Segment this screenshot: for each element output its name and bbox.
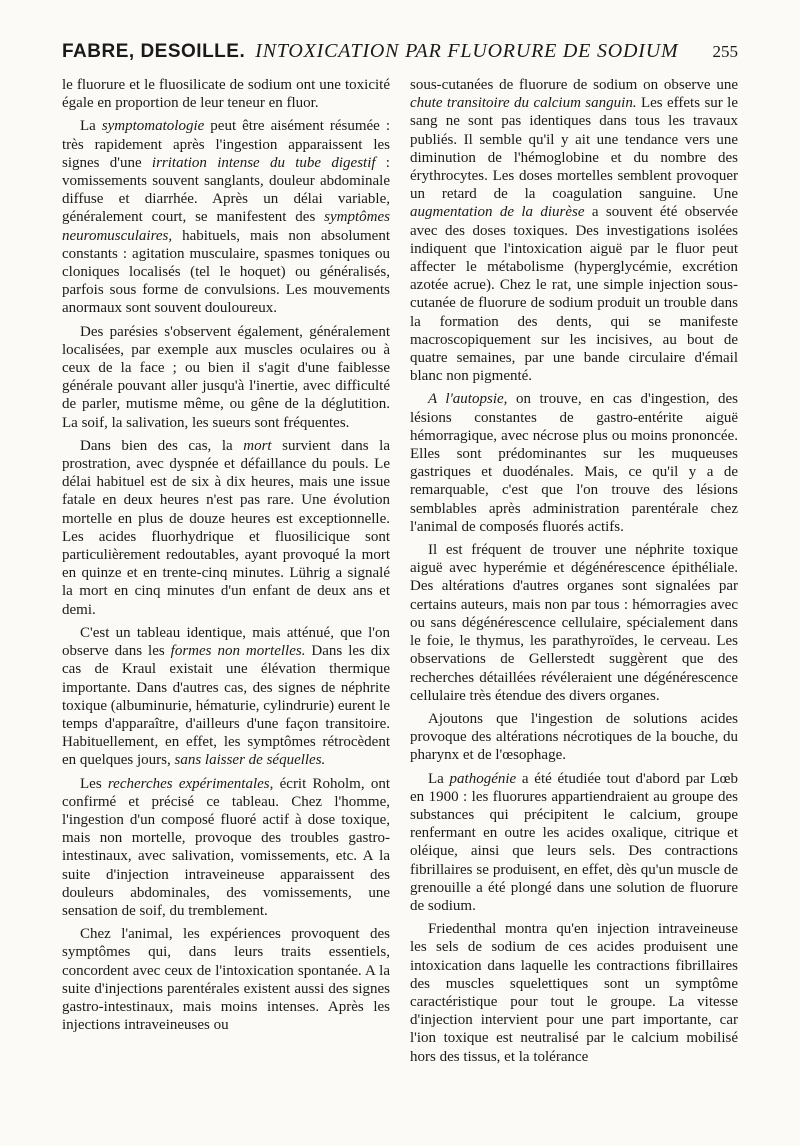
text-run: écrit Roholm, ont confirmé et précisé ce tableau. Chez l'homme, l'ingestion d'un composé fluoré actif à dose toxique, mais non mortelle, provoque des troubles gastro-intestinaux, avec salivation, vomissements, etc. A la suite d'injection intraveineuse apparaissent des douleurs abdominales, des vomissements, une sensation de soif, du tremblement. — [62, 775, 390, 919]
italic-text: recherches expérimentales, — [107, 775, 274, 792]
text-run: La — [428, 770, 450, 787]
text-run: Les — [80, 775, 108, 792]
paragraph — [410, 920, 738, 1066]
text-run: a souvent été observée avec des doses toxiques. Des investigations isolées indiquent que l'intoxication aiguë par le fluor peut affecter le métabolisme (hyperglycémie, excrétion azotée acrue). Chez le rat, une simple injection sous-cutanée de fluorure de sodium produit un trouble dans la formation des dents, qui se manifeste macroscopiquement sur les incisives, au bout de quatre semaines, par une bande circulaire d'émail blanc non pigmenté. — [410, 204, 738, 385]
text-run: on trouve, en cas d'ingestion, des lésions constantes de gastro-entérite aiguë hémorragique, avec nécrose plus ou moins prononcée. Elles sont prédominantes sur les muqueuses gastriques et duodénales. Mais, ce qu'il y a de remarquable, c'est que l'on trouve des lésions semblables après administration parentérale chez l'animal de composés fluorés actifs. — [410, 391, 739, 535]
paragraph — [410, 390, 738, 536]
italic-text: sans laisser de séquelles. — [174, 752, 326, 769]
paragraph — [62, 925, 390, 1034]
text-run: le fluorure et le fluosilicate de sodium ont une toxicité égale en proportion de leur teneur en fluor. — [62, 77, 390, 112]
text-run: sous-cutanées de fluorure de sodium on observe une — [410, 77, 738, 93]
header-authors: FABRE, DESOILLE. — [62, 41, 246, 62]
italic-text: symptomatologie — [101, 118, 205, 135]
italic-text: pathogénie — [449, 770, 517, 787]
paragraph — [62, 76, 390, 112]
italic-text: augmentation de la diurèse — [410, 204, 585, 221]
italic-text: chute transitoire du calcium sanguin. — [410, 95, 637, 112]
italic-text: A l'autopsie, — [428, 391, 508, 408]
text-run: Chez l'animal, les expériences provoquent des symptômes qui, dans leurs traits essentiels, concordent avec ceux de l'intoxication spontanée. A la suite d'injections parentérales existent aussi des signes gastro-intestinaux, mais moins intenses. Après les injections intraveineuses ou — [62, 926, 390, 1034]
text-run: a été étudiée tout d'abord par Lœb en 1900 : les fluorures appartiendraient au groupe des substances qui précipitent le calcium, groupe renfermant en outre les acides oxalique, citrique et oléique, ainsi que leurs sels. Des contractions fibrillaires se produisent, en effet, dès qu'un muscle de grenouille a été plongé dans une solution de fluorure de sodium. — [410, 770, 738, 914]
left-column — [62, 76, 390, 1039]
paragraph — [62, 624, 390, 770]
text-run: C'est un tableau identique, mais atténué, que l'on observe dans les — [62, 624, 390, 660]
text-run: : vomissements souvent sanglants, douleur abdominale diffuse et diarrhée. Après un délai variable, généralement court, se manifestent des — [62, 154, 390, 226]
text-run: La — [80, 118, 102, 135]
text-run: Les effets sur le sang ne sont pas identiques dans tous les travaux publiés. Il semble qu'il y ait une tendance vers une diminution de l'hémoglobine et du nombre des érythrocytes. Les doses mortelles semblent provoquer un retard de la coagulation sanguine. Une — [410, 95, 738, 203]
paragraph — [410, 541, 738, 705]
paragraph — [410, 770, 738, 916]
text-run: Des parésies s'observent également, généralement localisées, par exemple aux muscles oculaires ou à ceux de la face ; ou bien il s'agit d'une faiblesse générale pouvant aller jusqu'à l'inertie, avec difficulté de parler, mutisme même, ou gêne de la déglutition. La soif, la salivation, les sueurs sont fréquentes. — [62, 323, 390, 431]
paragraph — [410, 76, 738, 385]
paragraph — [62, 437, 390, 619]
text-run: Ajoutons que l'ingestion de solutions acides provoque des altérations nécrotiques de la bouche, du pharynx et de l'œsophage. — [410, 710, 738, 764]
italic-text: symptômes neuromusculaires, — [62, 209, 390, 244]
text-run: Dans bien des cas, la — [80, 437, 244, 454]
running-header — [62, 40, 738, 63]
italic-text: irritation intense du tube digestif — [151, 154, 376, 171]
text-run: peut être aisément résumée : très rapidement après l'ingestion apparaissent les signes d'une — [62, 118, 390, 171]
text-run: Il est fréquent de trouver une néphrite toxique aiguë avec hyperémie et dégénérescence épithéliale. Des altérations d'autres organes sont signalées par certains auteurs, mais non par tous : hémorragies avec ou sans dégénérescence cellulaire, spécialement dans le foie, le thymus, les parathyroïdes, le cerveau. Les observations de Gellerstedt suggèrent que des recherches détaillées révéleraient une dégénérescence cellulaire très étendue des divers organes. — [410, 542, 738, 704]
text-run: survient dans la prostration, avec dyspnée et défaillance du pouls. Le délai habituel est de six à dix heures, mais une issue fatale en deux heures n'est pas rare. Une évolution mortelle en plus de douze heures est exceptionnelle. Les acides fluorhydrique et fluosilicique sont particulièrement redoutables, ayant provoqué la mort en quinze et en trente-cinq minutes. Lührig a signalé la mort en cinq minutes d'un enfant de deux ans et demi. — [62, 437, 390, 618]
header-title: INTOXICATION PAR FLUORURE DE SODIUM — [255, 40, 679, 62]
text-run: habituels, mais non absolument constants : agitation musculaire, spasmes toniques ou cloniques localisés (tel le hoquet) ou généralisés, parfois sous forme de convulsions. Les mouvements anormaux sont souvent douloureux. — [62, 227, 390, 317]
right-column — [410, 76, 738, 1071]
paragraph — [410, 710, 738, 765]
paragraph — [62, 117, 390, 317]
paragraph — [62, 775, 390, 921]
italic-text: mort — [243, 437, 272, 454]
text-run: Friedenthal montra qu'en injection intraveineuse les sels de sodium de ces acides produisent une intoxication dans laquelle les contractions fibrillaires des muscles squelettiques sont un symptôme caractéristique pour tout le groupe. La vitesse d'injection intervient pour une part importante, car l'ion toxique est neutralisé par le calcium mobilisé hors des tissus, et la tolérance — [410, 921, 738, 1065]
italic-text: formes non mortelles. — [170, 643, 306, 660]
paragraph — [62, 323, 390, 432]
text-run: Dans les dix cas de Kraul existait une élévation thermique importante. Dans d'autres cas, des signes de néphrite toxique (albuminurie, hématurie, cylindrurie) eurent le temps d'apparaître, d'ailleurs d'une façon transitoire. Habituellement, en effet, les symptômes rétrocèdent en quelques jours, — [62, 643, 390, 769]
page-number: 255 — [712, 42, 738, 61]
